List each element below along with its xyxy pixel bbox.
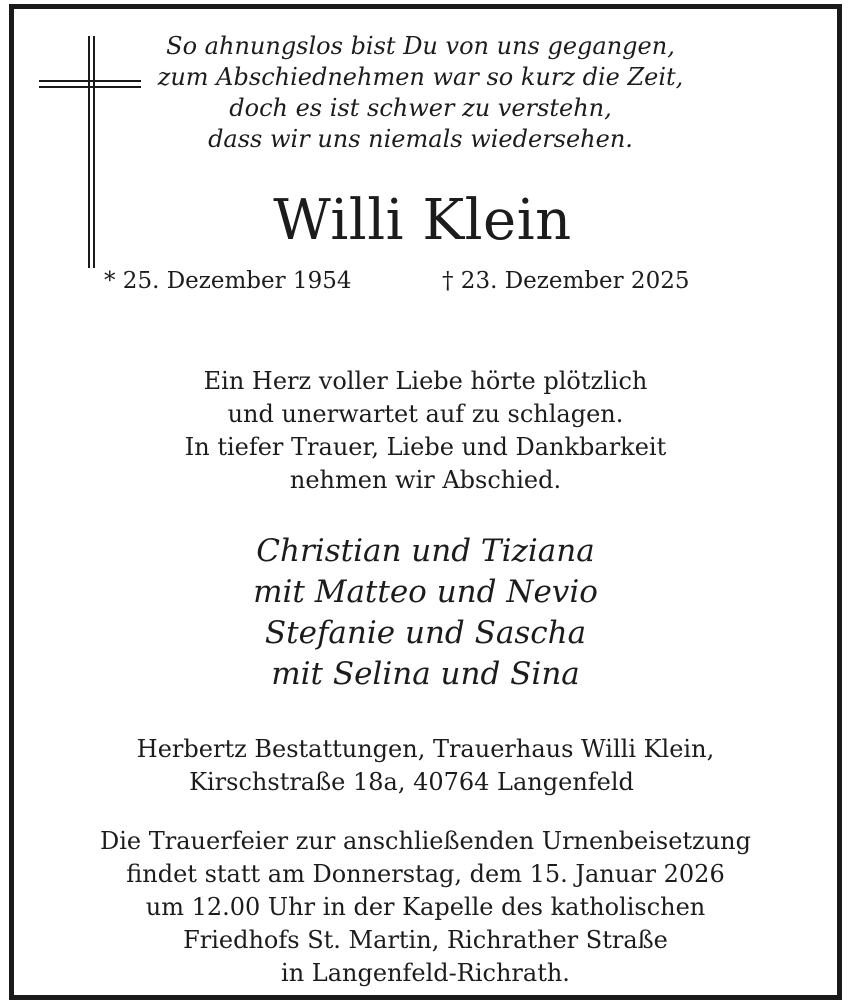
message-line-4: nehmen wir Abschied. — [289, 466, 562, 494]
birth-date: * 25. Dezember 1954 — [104, 268, 352, 294]
ceremony-line-3: um 12.00 Uhr in der Kapelle des katholischen — [145, 893, 706, 921]
message-line-1: Ein Herz voller Liebe hörte plötzlich — [203, 367, 648, 395]
funeral-home-line-1: Herbertz Bestattungen, Trauerhaus Willi Klein, — [136, 735, 715, 763]
death-date: † 23. Dezember 2025 — [442, 268, 690, 294]
ceremony-line-2: findet statt am Donnerstag, dem 15. Januar 2026 — [126, 860, 725, 888]
ceremony-line-4: Friedhofs St. Martin, Richrather Straße — [183, 926, 668, 954]
poem-line-4: dass wir uns niemals wiedersehen. — [208, 125, 633, 153]
family-line-3: Stefanie und Sascha — [264, 615, 587, 651]
message-line-2: und unerwartet auf zu schlagen. — [227, 400, 624, 428]
deceased-name: Willi Klein — [273, 188, 572, 253]
family-line-4: mit Selina und Sina — [271, 656, 580, 692]
ceremony-line-1: Die Trauerfeier zur anschließenden Urnenbeisetzung — [100, 827, 751, 855]
ceremony-line-5: in Langenfeld-Richrath. — [281, 959, 570, 987]
poem-line-3: doch es ist schwer zu verstehn, — [229, 94, 612, 122]
funeral-home-line-2: Kirschstraße 18a, 40764 Langenfeld — [189, 768, 634, 796]
family-line-2: mit Matteo und Nevio — [253, 574, 598, 610]
family-line-1: Christian und Tiziana — [256, 533, 595, 569]
poem-line-2: zum Abschiednehmen war so kurz die Zeit, — [157, 63, 684, 91]
message-line-3: In tiefer Trauer, Liebe und Dankbarkeit — [184, 433, 667, 461]
obituary-frame — [9, 4, 842, 1000]
poem-line-1: So ahnungslos bist Du von uns gegangen, — [166, 32, 675, 60]
